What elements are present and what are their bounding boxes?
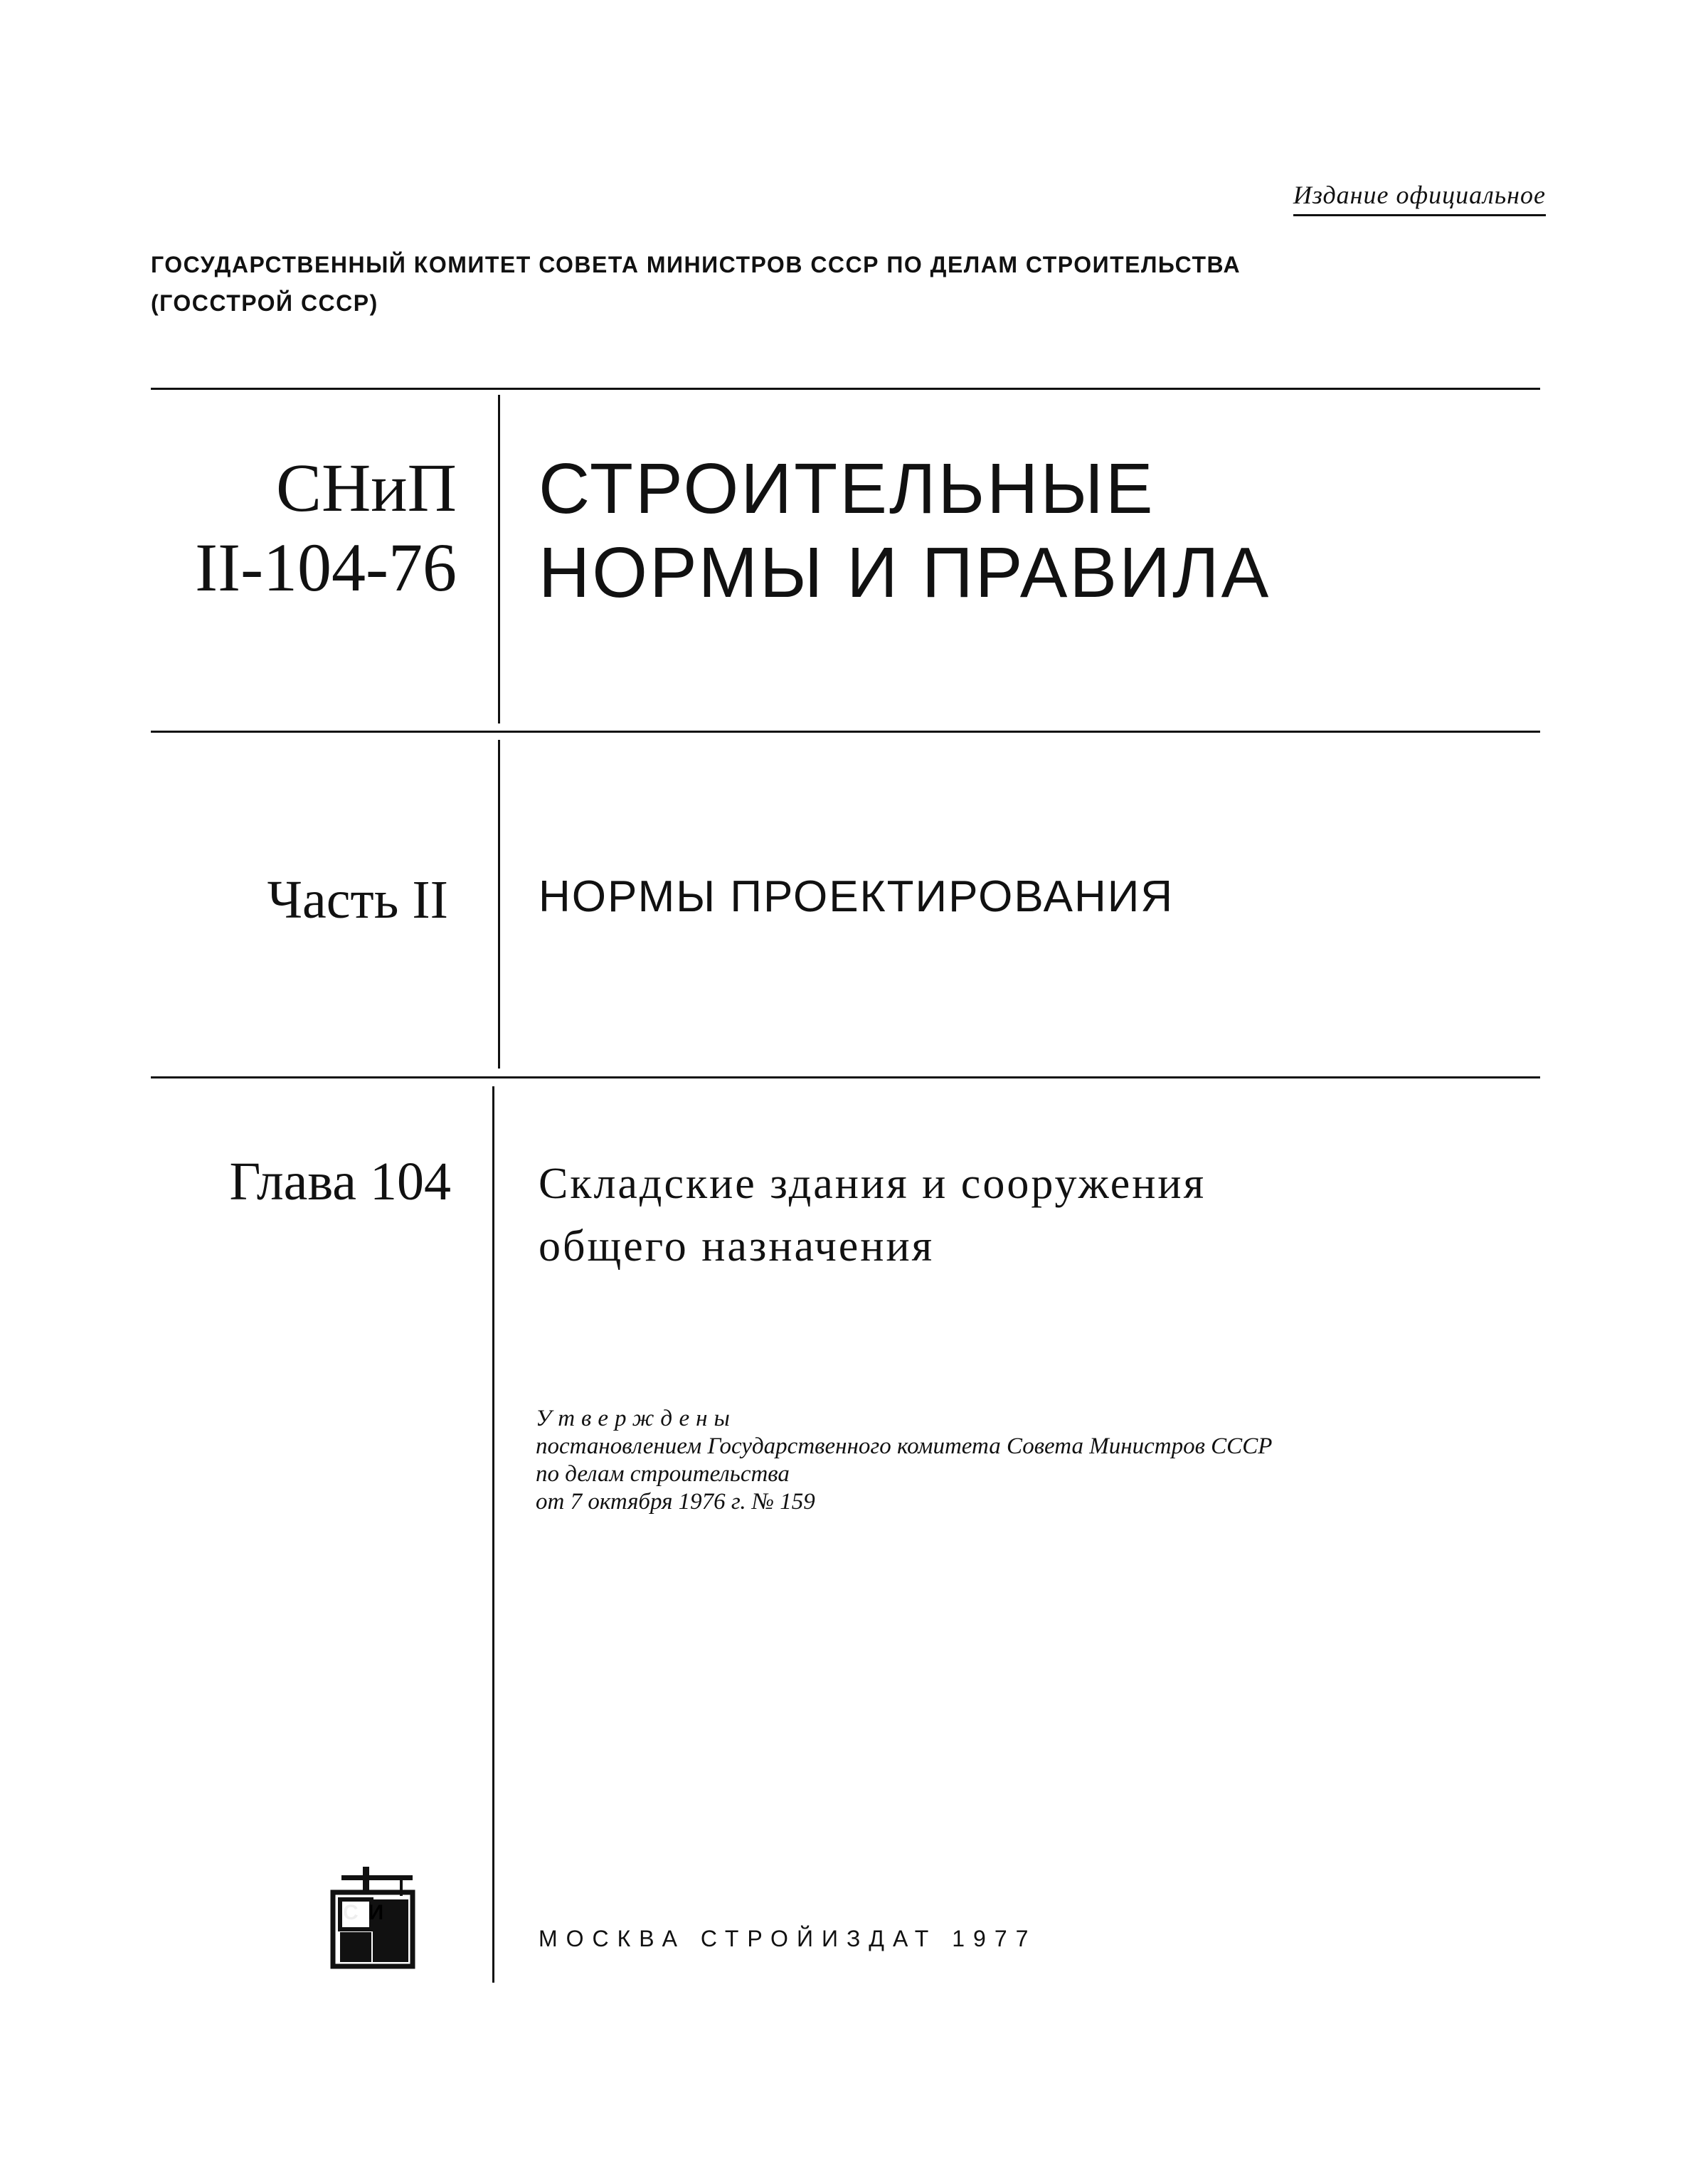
divider-chapter-block [492, 1086, 494, 1983]
document-code [186, 448, 457, 608]
approval-line-3: от 7 октября 1976 г. № 159 [536, 1489, 815, 1515]
chapter-title [539, 1152, 1206, 1278]
part-title: НОРМЫ ПРОЕКТИРОВАНИЯ [539, 872, 1174, 921]
approval-line-2: по делам строительства [536, 1461, 790, 1487]
chapter-title-line-1: Складские здания и сооружения [539, 1160, 1207, 1208]
divider-title-block [498, 395, 500, 723]
logo-letters: СИ [343, 1901, 394, 1924]
divider-part-block [498, 740, 500, 1069]
document-title [539, 447, 1271, 615]
approval-note [536, 1405, 1272, 1516]
approval-line-1: постановлением Государственного комитета Совета Министров СССР [536, 1433, 1273, 1459]
rule-after-part [151, 1076, 1540, 1078]
code-line-2: II-104-76 [195, 529, 457, 605]
part-label: Часть II [267, 870, 448, 930]
committee-name [151, 245, 1241, 322]
code-line-1: СНиП [275, 450, 457, 526]
rule-after-title [151, 731, 1540, 733]
committee-line-2: (ГОССТРОЙ СССР) [151, 290, 378, 316]
edition-note: Издание официальное [1293, 180, 1546, 216]
rule-top [151, 388, 1540, 390]
title-line-2: НОРМЫ И ПРАВИЛА [539, 533, 1271, 613]
committee-line-1: ГОСУДАРСТВЕННЫЙ КОМИТЕТ СОВЕТА МИНИСТРОВ СССР ПО ДЕЛАМ СТРОИТЕЛЬСТВА [151, 252, 1241, 277]
chapter-label: Глава 104 [229, 1152, 451, 1212]
chapter-title-line-2: общего назначения [539, 1222, 935, 1271]
approval-heading: Утверждены [536, 1406, 736, 1431]
publisher-line: МОСКВА СТРОЙИЗДАТ 1977 [539, 1926, 1037, 1951]
title-line-1: СТРОИТЕЛЬНЫЕ [539, 449, 1155, 529]
